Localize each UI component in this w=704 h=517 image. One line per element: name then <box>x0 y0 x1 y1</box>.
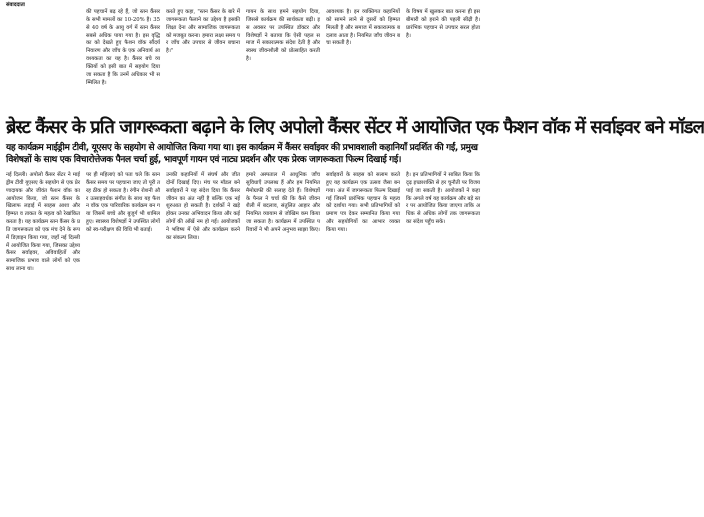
body-column-4: हमारे अस्पताल में आधुनिक जाँच सुविधाएँ उपलब्ध हैं और हम नियमित मैमोग्राफी की सलाह देते हैं। विशेषज्ञों के पैनल ने चर्चा की कि कैसे जीवनशैली में बदलाव, संतुलित आहार और नियमित व्यायाम से जोखिम कम किया जा सकता है। कार्यक्रम में उपस्थित परिवारों ने भी अपने अनुभव साझा किए। <box>246 172 320 233</box>
body-column-6: है। इन प्रतिभागियों ने साबित किया कि दृढ़ इच्छाशक्ति से हर चुनौती पर विजय पाई जा सकती है। आयोजकों ने कहा कि अगले वर्ष यह कार्यक्रम और बड़े स्तर पर आयोजित किया जाएगा ताकि अधिक से अधिक लोगों तक जागरूकता का संदेश पहुँच सके। <box>406 172 481 226</box>
upper-column-4: गायन के साथ हमने सहयोग दिया, जिससे कार्यक्रम की सार्थकता बढ़ी। इस अवसर पर उपस्थित डॉक्टर और विशेषज्ञों ने बताया कि ऐसी पहल समाज में सकारात्मक संदेश देती है और स्वस्थ जीवनशैली को प्रोत्साहित करती है। <box>246 9 320 63</box>
body-columns <box>6 172 481 274</box>
upper-column-3: करते हुए कहा, "स्तन कैंसर के बारे में जागरूकता फैलाने का उद्देश्य है इसकी शिक्षा देना और सामाजिक जागरूकता को मजबूत करना। हमारा लक्ष्य समय पर जाँच और उपचार से जीवन बचाना है।" <box>166 9 240 55</box>
upper-column-2: की पहचानें बढ़ रहे हैं, जो स्तन कैंसर के सभी मामलों का 10-20% है। 35 से 40 वर्ष के आयु वर्ग में स्तन कैंसर सबसे अधिक पाया गया है। इस वृद्धि का को देखते हुए फैशन वॉक सौंदर्य निवारण और जाँच के एक अनिवार्य आवश्यकता का यह है। कैंसर बचे व्यक्तियों को इसी बात में सहयोग दिया जा सकता है कि उनमें अधिकार भी सम्मिलित है। <box>86 9 160 86</box>
headline: ब्रेस्ट कैंसर के प्रति जागरूकता बढ़ाने के लिए अपोलो कैंसर सेंटर में आयोजित एक फैशन वॉक में सर्वाइवर बने मॉडल <box>6 117 704 138</box>
body-column-5: सर्वाइवरों के साहस को सलाम करते हुए यह कार्यक्रम एक उत्सव जैसा बन गया। अंत में जागरूकता फिल्म दिखाई गई जिसमें प्रारंभिक पहचान के महत्व को दर्शाया गया। सभी प्रतिभागियों को प्रमाण पत्र देकर सम्मानित किया गया और सहयोगियों का आभार व्यक्त किया गया। <box>326 172 400 233</box>
body-column-2: पर ही महिलाएं को पता चले कि स्तन कैंसर समय पर पहचाना जाए तो पूरी तरह ठीक हो सकता है। रंगीन रोशनी और उत्साहवर्धक संगीत के साथ यह फैशन वॉक एक पारिवारिक कार्यक्रम बन गया जिसमें बच्चे और बुजुर्ग भी शामिल हुए। स्वास्थ्य विशेषज्ञों ने उपस्थित लोगों को स्व-परीक्षण की विधि भी बताई। <box>86 172 160 233</box>
body-column-1: नई दिल्ली। अपोलो कैंसर सेंटर ने माईड्रीम टीवी यूएसए के सहयोग से एक प्रेरणादायक और जीवंत फैशन वॉक का आयोजन किया, जो स्तन कैंसर के खिलाफ लड़ाई में साहस आशा और हिम्मत व ताकत के महत्व को रेखांकित करता है। यह कार्यक्रम स्तन कैंसर के प्रति जागरूकता को एक मंच देने के रूप में डिज़ाइन किया गया, जहाँ नई दिल्ली में आयोजित किया गया, जिसका उद्देश्य कैंसर सर्वाइवर, अविवाहितों और सामाजिक प्रभाव वाले लोगों को एक साथ लाना था। <box>6 172 80 273</box>
upper-columns <box>6 9 480 109</box>
byline: संवाददाता <box>6 2 25 8</box>
body-column-3: उनकी कहानियों में संघर्ष और जीत दोनों दिखाई दिए। मंच पर मॉडल बने सर्वाइवरों ने यह संदेश दिया कि कैंसर जीवन का अंत नहीं है बल्कि एक नई शुरुआत हो सकती है। दर्शकों ने खड़े होकर उनका अभिवादन किया और कई लोगों की आँखें नम हो गईं। आयोजकों ने भविष्य में ऐसे और कार्यक्रम करने का संकल्प लिया। <box>166 172 240 241</box>
upper-column-5: आवश्यक है। इन व्यक्तिगत कहानियों को सामने लाने से दूसरों को हिम्मत मिलती है और समाज में सकारात्मक बदलाव आता है। नियमित जाँच जीवन बचा सकती है। <box>326 9 400 47</box>
upper-column-6: के विषय में खुलकर बात करना ही इस बीमारी को हराने की पहली सीढ़ी है। प्रारंभिक पहचान से उपचार सरल होता है। <box>406 9 480 39</box>
subheadline: यह कार्यक्रम माईड्रीम टीवी, यूएसए के सहयोग से आयोजित किया गया था। इस कार्यक्रम में कैंसर सर्वाइवर की प्रभावशाली कहानियाँ प्रदर्शित की गईं, प्रमुख विशेषज्ञों के साथ एक विचारोत्तेजक पैनल चर्चा हुई, भावपूर्ण गायन एवं नाट्य प्रदर्शन और एक प्रेरक जागरूकता फिल्म दिखाई गई। <box>6 143 478 165</box>
